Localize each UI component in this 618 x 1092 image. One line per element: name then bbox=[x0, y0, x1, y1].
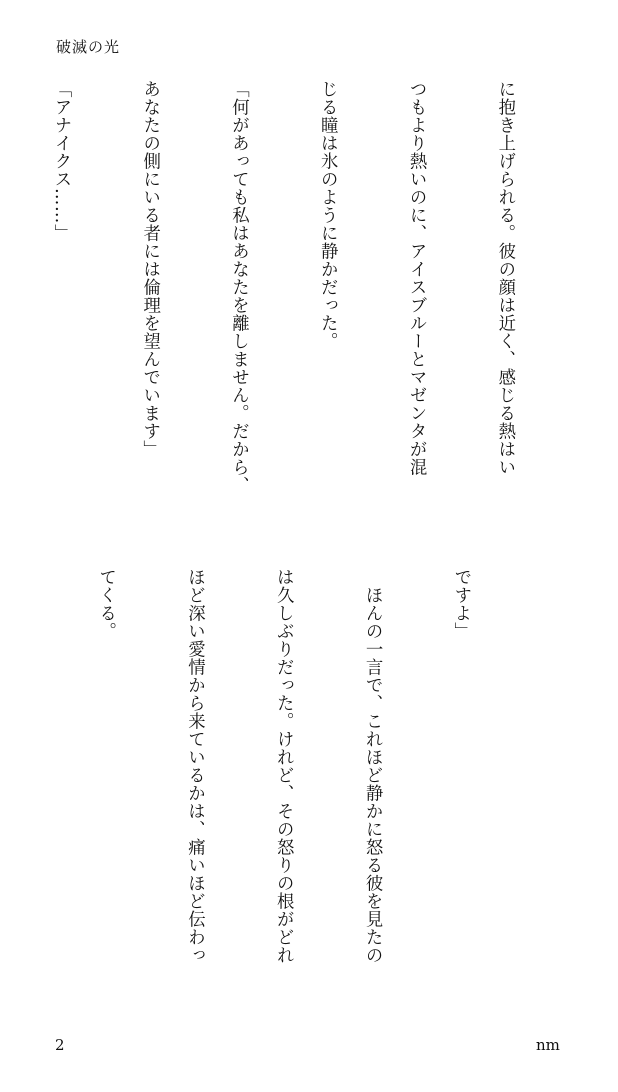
text-line: あなたの側にいる者には倫理を望んでいます」 bbox=[139, 80, 160, 458]
text-block-lower bbox=[61, 568, 535, 1008]
text-line: じる瞳は氷のように静かだった。 bbox=[317, 80, 338, 350]
text-line: 「何があっても私はあなたを離しません。だから、 bbox=[228, 80, 249, 494]
text-line: ほど深い愛情から来ているかは、痛いほど伝わっ bbox=[184, 568, 205, 964]
text-line: は久しぶりだった。けれど、その怒りの根がどれ bbox=[273, 568, 294, 964]
text-line: に抱き上げられる。彼の顔は近く、感じる熱はい bbox=[494, 80, 515, 476]
running-title: 破滅の光 bbox=[56, 38, 121, 56]
text-line: てくる。 bbox=[95, 568, 116, 640]
text-line: ほんの一言で、これほど静かに怒る彼を見たの bbox=[362, 568, 383, 964]
text-line: つもより熱いのに、アイスブルーとマゼンタが混 bbox=[406, 80, 427, 476]
text-line: 「アナイクス……」 bbox=[50, 80, 71, 242]
page-number: 2 bbox=[55, 1036, 65, 1054]
author-name: nm bbox=[536, 1036, 560, 1054]
text-block-upper bbox=[0, 80, 578, 520]
text-line: ですよ」 bbox=[450, 568, 471, 640]
